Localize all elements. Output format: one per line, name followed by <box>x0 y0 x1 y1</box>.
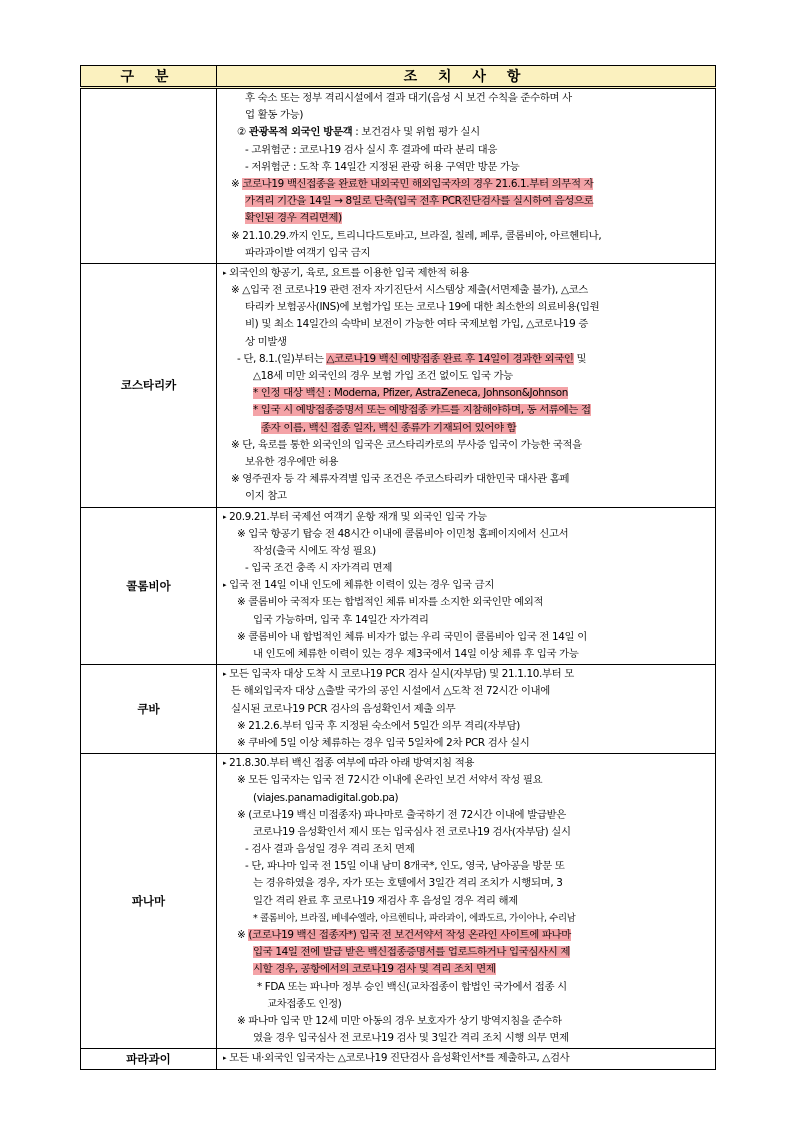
table-row <box>81 1049 716 1069</box>
bullet-line <box>223 265 711 282</box>
text-line <box>223 735 711 752</box>
table-header-row <box>81 66 716 88</box>
line-text: ※ 입국 항공기 탑승 전 48시간 이내에 콜롬비아 이민청 홈페이지에서 신고서 <box>237 527 569 540</box>
line-text: 비) 및 최소 14일간의 숙박비 보전이 가능한 여타 국제보험 가입, △코로나19 증 <box>245 318 589 331</box>
triangle-bullet-icon: ▸ <box>223 1054 227 1063</box>
line-text: 입국 가능하며, 입국 후 14일간 자가격리 <box>253 613 429 626</box>
line-text: ※ (코로나19 백신 미접종자) 파나마로 출국하기 전 72시간 이내에 발급받은 <box>237 808 566 821</box>
measures-table <box>80 65 716 1070</box>
country-cell <box>81 263 217 507</box>
highlighted-text: 확인된 경우 격리면제) <box>245 212 342 225</box>
text-line <box>223 228 711 245</box>
bullet-line <box>223 1050 711 1067</box>
line-text: 모든 내·외국인 입국자는 △코로나19 진단검사 음성확인서*를 제출하고, △검사 <box>229 1052 570 1065</box>
line-text: ※ <box>231 177 243 190</box>
line-text: - 단, 8.1.(일)부터는 <box>237 352 327 365</box>
line-text: ※ 21.2.6.부터 입국 후 지정된 숙소에서 5일간 의무 격리(자부담) <box>237 719 520 732</box>
line-text: - 저위험군 : 도착 후 14일간 지정된 관광 허용 구역만 방문 가능 <box>245 160 520 173</box>
table-row <box>81 754 716 1049</box>
text-line <box>223 1030 711 1047</box>
text-line <box>223 543 711 560</box>
text-line <box>223 612 711 629</box>
line-text: 보유한 경우에만 허용 <box>245 455 339 468</box>
text-line <box>223 996 711 1013</box>
line-text: - 단, 파나마 입국 전 15일 이내 남미 8개국*, 인도, 영국, 남아공을 방문 또 <box>245 860 565 873</box>
text-line <box>223 454 711 471</box>
header-measures: 조 치 사 항 <box>217 66 716 88</box>
text-line <box>223 210 711 227</box>
text-line <box>223 176 711 193</box>
highlighted-text: (코로나19 백신 접종자*) 입국 전 보건서약서 작성 온라인 사이트에 파나마 <box>248 929 571 941</box>
line-text: 였을 경우 입국심사 전 코로나19 검사 및 3일간 격리 조치 시행 의무 면제 <box>253 1032 569 1045</box>
text-line <box>223 927 711 944</box>
line-text: 타리카 보험공사(INS)에 보험가입 또는 코로나 19에 대한 최소한의 의료비용(입원 <box>245 301 600 314</box>
triangle-bullet-icon: ▸ <box>223 670 227 679</box>
line-text-after: 및 <box>573 352 587 365</box>
line-text: - 고위험군 : 코로나19 검사 실시 후 결과에 따라 분리 대응 <box>245 143 498 156</box>
text-line <box>223 334 711 351</box>
line-text: 파라과이발 여객기 입국 금지 <box>245 246 371 259</box>
text-line <box>223 402 711 419</box>
measures-cell <box>217 507 716 665</box>
line-text: ※ 콜롬비아 내 합법적인 체류 비자가 없는 우리 국민이 콜롬비아 입국 전 14일 이 <box>237 630 587 643</box>
text-line <box>223 979 711 996</box>
highlighted-text: 코로나19 백신접종을 완료한 내외국민 해외입국자의 경우 21.6.1.부터 의무적 자 <box>242 177 594 190</box>
line-text: ※ 쿠바에 5일 이상 체류하는 경우 입국 5일차에 2차 PCR 검사 실시 <box>237 736 530 749</box>
measures-cell <box>217 665 716 754</box>
line-text: - 입국 조건 충족 시 자가격리 면제 <box>245 562 393 575</box>
country-cell <box>81 507 217 665</box>
text-line <box>223 90 711 107</box>
country-cell <box>81 1049 217 1069</box>
country-cell <box>81 754 217 1049</box>
text-line <box>223 245 711 262</box>
text-line <box>223 560 711 577</box>
bullet-line <box>223 755 711 772</box>
line-bold-text: 관광목적 외국인 방문객 <box>248 126 353 139</box>
text-line <box>223 471 711 488</box>
line-text: 이지 참고 <box>245 490 287 503</box>
highlighted-text: 입국 14일 전에 발급 받은 백신접종증명서를 업로드하거나 입국심사시 제 <box>253 946 571 959</box>
highlighted-text: 가격리 기간을 14일 → 8일로 단축(입국 전후 PCR진단검사를 실시하여 음성으로 <box>245 195 594 208</box>
text-line <box>223 368 711 385</box>
line-text: 후 숙소 또는 정부 격리시설에서 결과 대기(음성 시 보건 수칙을 준수하며 사 <box>245 92 572 104</box>
measures-cell <box>217 263 716 507</box>
line-text: * FDA 또는 파나마 정부 승인 백신(교차접종이 합법인 국가에서 접종 시 <box>257 980 567 993</box>
line-text: 든 해외입국자 대상 △출발 국가의 공인 시설에서 △도착 전 72시간 이내에 <box>231 685 550 698</box>
text-line <box>223 790 711 807</box>
bullet-line <box>223 577 711 594</box>
text-line <box>223 646 711 663</box>
country-name: 쿠바 <box>137 702 160 717</box>
line-text: 교차접종도 인정) <box>267 997 342 1010</box>
text-line <box>223 526 711 543</box>
country-cell <box>81 665 217 754</box>
line-text: 코로나19 음성확인서 제시 또는 입국심사 전 코로나19 검사(자부담) 실시 <box>253 825 571 838</box>
triangle-bullet-icon: ▸ <box>223 512 227 521</box>
text-line <box>223 683 711 700</box>
line-text-after: : 보건검사 및 위험 평가 실시 <box>352 126 480 139</box>
table-row <box>81 263 716 507</box>
line-text: ② <box>237 126 249 139</box>
text-line <box>223 282 711 299</box>
line-text: - 검사 결과 음성일 경우 격리 조치 면제 <box>245 843 415 856</box>
text-line <box>223 299 711 316</box>
text-line <box>223 701 711 718</box>
text-line <box>223 772 711 789</box>
line-text: 실시된 코로나19 PCR 검사의 음성확인서 제출 의무 <box>231 702 456 715</box>
highlighted-text: 시할 경우, 공항에서의 코로나19 검사 및 격리 조치 면제 <box>253 963 496 976</box>
line-text: ※ 모든 입국자는 입국 전 72시간 이내에 온라인 보건 서약서 작성 필요 <box>237 774 543 787</box>
text-line <box>223 875 711 892</box>
line-text: ※ 영주권자 등 각 체류자격별 입국 조건은 주코스타리카 대한민국 대사관 홈페 <box>231 473 570 486</box>
text-line <box>223 316 711 333</box>
text-line <box>223 824 711 841</box>
line-text: △18세 미만 외국인의 경우 보험 가입 조건 없이도 입국 가능 <box>253 370 513 382</box>
line-text: 입국 전 14일 이내 인도에 체류한 이력이 있는 경우 입국 금지 <box>229 579 495 592</box>
text-line <box>223 107 711 124</box>
text-line <box>223 1013 711 1030</box>
line-text: 외국인의 항공기, 육로, 요트를 이용한 입국 제한적 허용 <box>229 266 469 279</box>
text-line <box>223 420 711 437</box>
country-cell <box>81 88 217 264</box>
table-row <box>81 88 716 264</box>
highlighted-text: △코로나19 백신 예방접종 완료 후 14일이 경과한 외국인 <box>326 352 574 365</box>
highlighted-text: * 입국 시 예방접종증명서 또는 예방접종 카드를 지참해야하며, 동 서류에는 접 <box>253 404 591 417</box>
text-line <box>223 488 711 505</box>
table-row <box>81 507 716 665</box>
line-text: 20.9.21.부터 국제선 여객기 운항 재개 및 외국인 입국 가능 <box>229 510 487 523</box>
country-name: 파나마 <box>131 894 166 909</box>
text-line <box>223 193 711 210</box>
line-text: ※ <box>237 929 249 941</box>
line-text: 모든 입국자 대상 도착 시 코로나19 PCR 검사 실시(자부담) 및 21.1.10.부터 모 <box>229 668 574 681</box>
line-text: ※ 21.10.29.까지 인도, 트리니다드토바고, 브라질, 칠레, 페루, 콜롬비아, 아르헨티나, <box>231 229 602 242</box>
measures-cell <box>217 754 716 1049</box>
line-text: 작성(출국 시에도 작성 필요) <box>253 544 376 557</box>
text-line <box>223 841 711 858</box>
bullet-line <box>223 666 711 683</box>
text-line <box>223 629 711 646</box>
text-line <box>223 893 711 910</box>
table-body <box>81 88 716 1070</box>
text-line <box>223 910 711 927</box>
highlighted-text: * 인정 대상 백신 : Moderna, Pfizer, AstraZeneca, Johnson&Johnson <box>253 387 569 400</box>
triangle-bullet-icon: ▸ <box>223 581 227 590</box>
line-text: * 콜롬비아, 브라질, 베네수엘라, 아르헨티나, 파라과이, 에콰도르, 가이아나, 수리남 <box>253 912 576 924</box>
country-name: 콜롬비아 <box>126 578 171 593</box>
text-line <box>223 142 711 159</box>
text-line <box>223 718 711 735</box>
table-row <box>81 665 716 754</box>
triangle-bullet-icon: ▸ <box>223 268 227 277</box>
line-text: ※ △입국 전 코로나19 관련 전자 자기진단서 시스템상 제출(서면제출 불가), △코스 <box>231 284 588 297</box>
country-name: 파라과이 <box>126 1051 171 1066</box>
triangle-bullet-icon: ▸ <box>223 759 227 768</box>
text-line <box>223 124 711 141</box>
highlighted-text: 종자 이름, 백신 접종 일자, 백신 종류가 기재되어 있어야 함 <box>261 421 517 434</box>
text-line <box>223 858 711 875</box>
text-line <box>223 385 711 402</box>
text-line <box>223 807 711 824</box>
line-text: 일간 격리 완료 후 코로나19 재검사 후 음성일 경우 격리 해제 <box>253 894 518 907</box>
text-line <box>223 961 711 978</box>
line-text: 상 미발생 <box>245 335 287 348</box>
measures-cell <box>217 88 716 264</box>
line-text: ※ 콜롬비아 국적자 또는 합법적인 체류 비자를 소지한 외국인만 예외적 <box>237 596 544 609</box>
text-line <box>223 944 711 961</box>
text-line <box>223 437 711 454</box>
text-line <box>223 594 711 611</box>
line-text: 내 인도에 체류한 이력이 있는 경우 제3국에서 14일 이상 체류 후 입국 가능 <box>253 648 579 660</box>
text-line <box>223 351 711 368</box>
bullet-line <box>223 509 711 526</box>
line-text: 업 활동 가능) <box>245 109 304 122</box>
line-text: ※ 파나마 입국 만 12세 미만 아동의 경우 보호자가 상기 방역지침을 준수하 <box>237 1014 562 1027</box>
country-name: 코스타리카 <box>120 378 177 393</box>
line-text: 21.8.30.부터 백신 접종 여부에 따라 아래 방역지침 적용 <box>229 757 475 770</box>
header-division: 구 분 <box>81 66 217 88</box>
measures-cell <box>217 1049 716 1069</box>
line-text: 는 경유하였을 경우, 자가 또는 호텔에서 3일간 격리 조치가 시행되며, 3 <box>253 877 563 890</box>
text-line <box>223 159 711 176</box>
line-text: (viajes.panamadigital.gob.pa) <box>253 791 399 804</box>
line-text: ※ 단, 육로를 통한 외국인의 입국은 코스타리카로의 무사증 입국이 가능한 국적을 <box>231 438 582 451</box>
